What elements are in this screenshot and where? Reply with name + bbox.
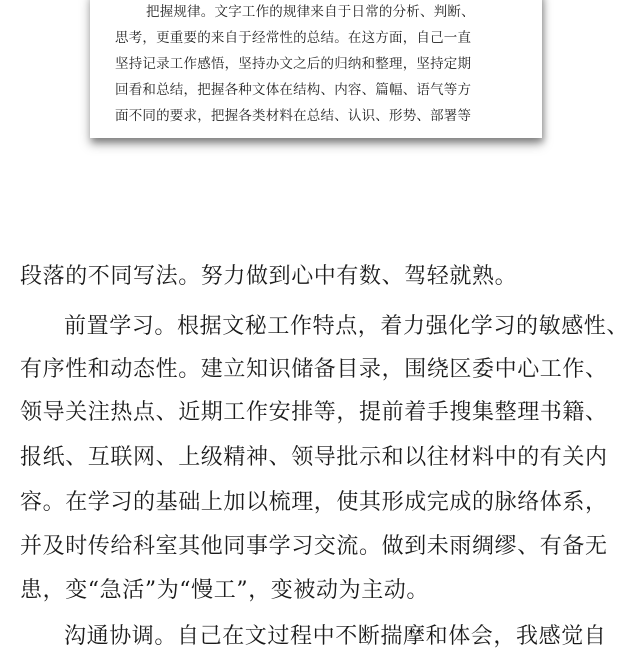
excerpt-line: 坚持记录工作感悟，坚持办文之后的归纳和整理，坚持定期 [115, 56, 472, 72]
paragraph-line: 报纸、互联网、上级精神、领导批示和以往材料中的有关内 [20, 445, 608, 470]
paragraph-line: 前置学习。根据文秘工作特点，着力强化学习的敏感性、 [64, 314, 630, 339]
paragraph-line: 容。在学习的基础上加以梳理，使其形成完成的脉络体系， [20, 490, 608, 515]
excerpt-line: 把握规律。文字工作的规律来自于日常的分析、判断、 [146, 4, 475, 20]
paragraph-line: 沟通协调。自己在文过程中不断揣摩和体会，我感觉自 [64, 624, 607, 649]
excerpt-line: 回看和总结，把握各种文体在结构、内容、篇幅、语气等方 [115, 82, 472, 98]
excerpt-line: 面不同的要求，把握各类材料在总结、认识、形势、部署等 [115, 108, 472, 124]
paragraph-line: 并及时传给科室其他同事学习交流。做到未雨绸缪、有备无 [20, 534, 608, 559]
paragraph-line: 患，变“急活”为“慢工”，变被动为主动。 [20, 578, 429, 603]
paragraph-line: 领导关注热点、近期工作安排等，提前着手搜集整理书籍、 [20, 400, 608, 425]
paragraph-line: 段落的不同写法。努力做到心中有数、驾轻就熟。 [20, 264, 518, 289]
paragraph-line: 有序性和动态性。建立知识储备目录，围绕区委中心工作、 [20, 357, 608, 382]
excerpt-line: 思考，更重要的来自于经常性的总结。在这方面，自己一直 [115, 30, 472, 46]
